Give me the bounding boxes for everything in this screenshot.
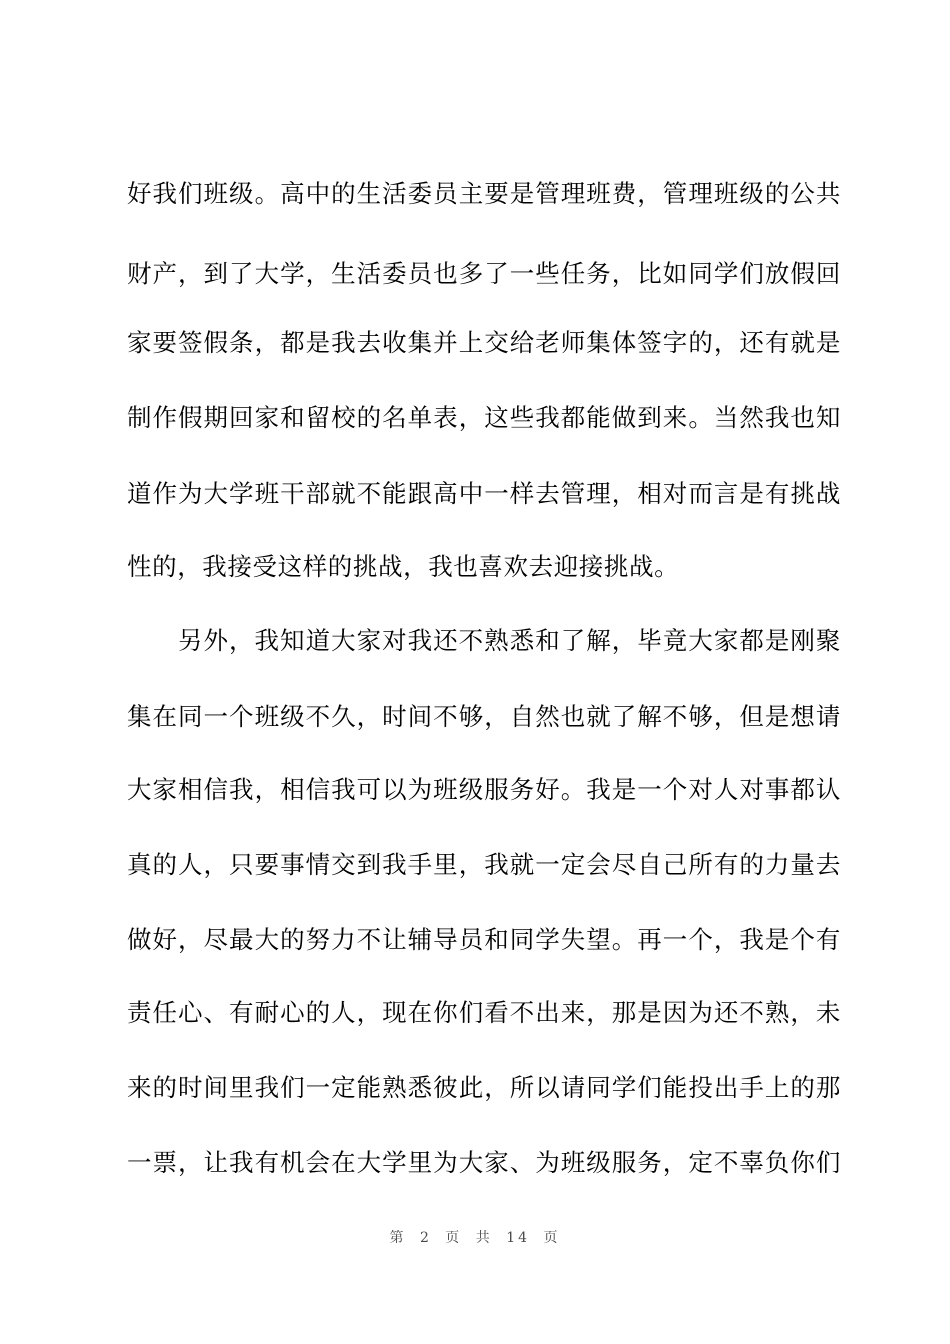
paragraph-line: 责任心、有耐心的人，现在你们看不出来，那是因为还不熟，未 — [127, 998, 841, 1027]
paragraph-line: 道作为大学班干部就不能跟高中一样去管理，相对而言是有挑战 — [127, 479, 841, 508]
paragraph-line: 真的人，只要事情交到我手里，我就一定会尽自己所有的力量去 — [127, 850, 841, 879]
paragraph-line: 来的时间里我们一定能熟悉彼此，所以请同学们能投出手上的那 — [127, 1073, 841, 1102]
page-number-footer: 第 2 页 共 14 页 — [389, 1230, 561, 1246]
paragraph-line: 好我们班级。高中的生活委员主要是管理班费，管理班级的公共 — [127, 179, 841, 208]
paragraph-line: 家要签假条，都是我去收集并上交给老师集体签字的，还有就是 — [127, 328, 841, 357]
paragraph-line: 财产，到了大学，生活委员也多了一些任务，比如同学们放假回 — [127, 259, 841, 288]
paragraph-line: 性的，我接受这样的挑战，我也喜欢去迎接挑战。 — [127, 552, 680, 581]
paragraph-line: 集在同一个班级不久，时间不够，自然也就了解不够，但是想请 — [127, 702, 841, 731]
paragraph-line: 一票，让我有机会在大学里为大家、为班级服务，定不辜负你们 — [127, 1148, 841, 1177]
paragraph-first-line: 另外，我知道大家对我还不熟悉和了解，毕竟大家都是刚聚 — [178, 626, 841, 655]
paragraph-line: 做好，尽最大的努力不让辅导员和同学失望。再一个，我是个有 — [127, 925, 841, 954]
paragraph-line: 制作假期回家和留校的名单表，这些我都能做到来。当然我也知 — [127, 403, 841, 432]
paragraph-line: 大家相信我，相信我可以为班级服务好。我是一个对人对事都认 — [127, 775, 841, 804]
